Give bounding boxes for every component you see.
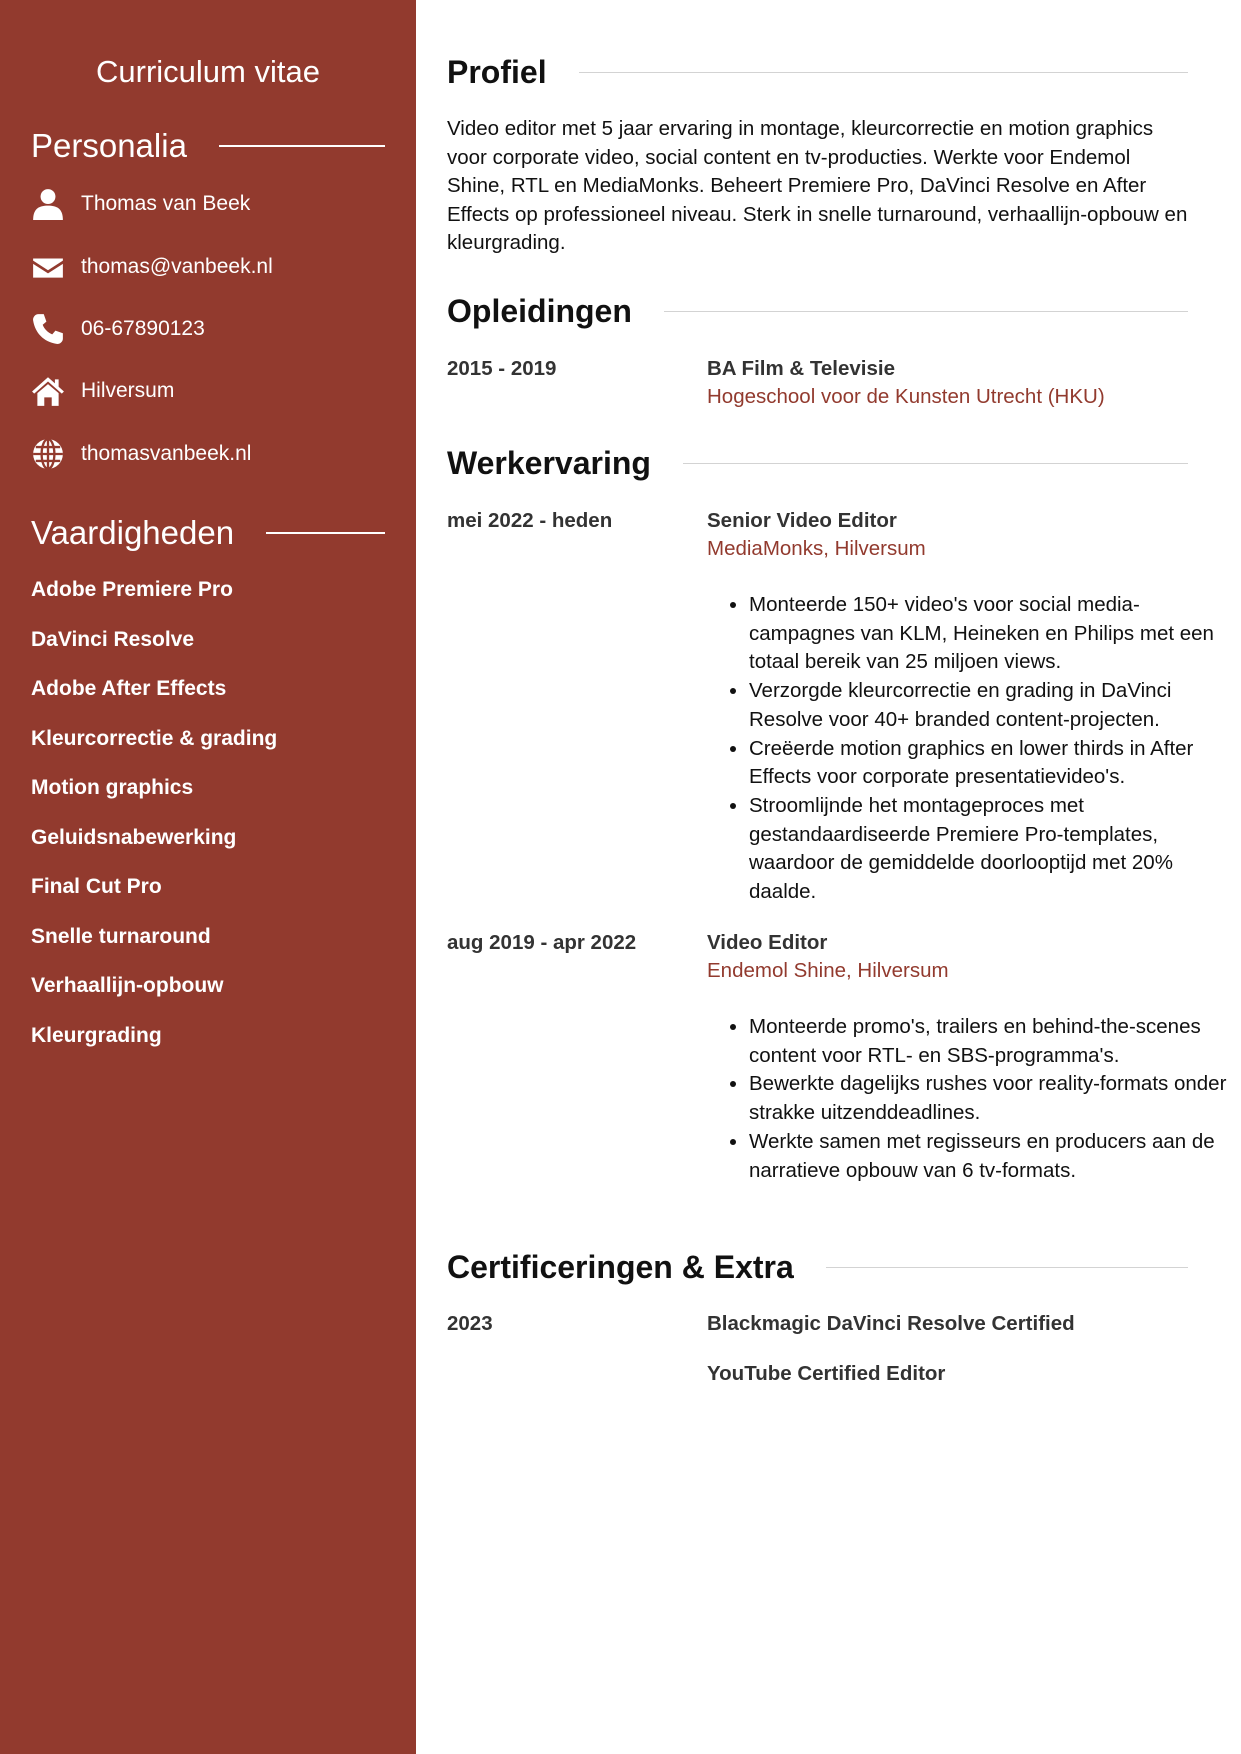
skill-item: Verhaallijn-opbouw [31, 974, 224, 997]
contact-phone[interactable]: 06-67890123 [81, 317, 205, 340]
job-bullet: • Stroomlijnde het montageproces met gestandaardiseerde Premiere Pro-templates, waardoor de gemiddelde doorlooptijd met 20% daalde. [749, 792, 1230, 907]
certifications-divider [826, 1267, 1188, 1268]
skill-item: Motion graphics [31, 776, 194, 799]
envelope-icon [31, 250, 65, 284]
job-title: Senior Video Editor [707, 509, 897, 532]
job-company: Endemol Shine, Hilversum [707, 959, 949, 982]
skill-item: Kleurcorrectie & grading [31, 726, 278, 750]
home-icon [31, 374, 65, 408]
personalia-divider [219, 145, 385, 147]
contact-email[interactable]: thomas@vanbeek.nl [81, 255, 273, 278]
experience-divider [683, 463, 1188, 464]
education-divider [664, 311, 1188, 312]
skill-item: Final Cut Pro [31, 875, 162, 898]
skill-item: Geluidsnabewerking [31, 825, 237, 849]
profile-heading [447, 50, 1188, 94]
personalia-heading-text: Personalia [31, 127, 187, 164]
skills-heading [31, 511, 385, 555]
contact-name-row [31, 184, 250, 224]
education-heading-text: Opleidingen [447, 293, 632, 329]
skills-list [31, 573, 277, 1068]
contact-website-row[interactable] [31, 434, 251, 474]
education-degree: BA Film & Televisie [707, 357, 895, 380]
contact-name: Thomas van Beek [81, 192, 251, 215]
experience-heading-text: Werkervaring [447, 445, 651, 481]
skills-divider [266, 532, 385, 534]
globe-icon [31, 437, 65, 471]
job-bullets [707, 591, 1230, 907]
skill-item: Adobe After Effects [31, 677, 227, 700]
certification-item: Blackmagic DaVinci Resolve Certified [707, 1312, 1075, 1335]
skills-heading-text: Vaardigheden [31, 514, 235, 551]
personalia-heading [31, 124, 385, 168]
job-bullet: • Creëerde motion graphics en lower thirds in After Effects voor corporate presentatievideo's. [749, 735, 1230, 792]
certification-item: YouTube Certified Editor [707, 1362, 946, 1385]
job-date: aug 2019 - apr 2022 [447, 931, 637, 954]
skill-item: Kleurgrading [31, 1023, 162, 1047]
skill-item: Snelle turnaround [31, 924, 211, 948]
sidebar [0, 0, 416, 1754]
document-title: Curriculum vitae [96, 54, 320, 89]
education-heading [447, 289, 1188, 333]
job-bullet: • Bewerkte dagelijks rushes voor reality-formats onder strakke uitzenddeadlines. [749, 1070, 1230, 1127]
job-bullet: • Verzorgde kleurcorrectie en grading in DaVinci Resolve voor 40+ branded content-projecten. [749, 677, 1230, 734]
contact-city: Hilversum [81, 379, 175, 402]
job-date: mei 2022 - heden [447, 509, 613, 532]
job-bullet: • Monteerde 150+ video's voor social media-campagnes van KLM, Heineken en Philips met een totaal bereik van 25 miljoen views. [749, 591, 1230, 677]
job-bullet: • Werkte samen met regisseurs en producers aan de narratieve opbouw van 6 tv-formats. [749, 1128, 1230, 1185]
person-icon [31, 187, 65, 221]
education-institution: Hogeschool voor de Kunsten Utrecht (HKU) [707, 385, 1105, 408]
profile-heading-text: Profiel [447, 54, 547, 90]
job-title: Video Editor [707, 931, 828, 954]
certification-date: 2023 [447, 1312, 493, 1335]
experience-heading [447, 441, 1188, 485]
certifications-heading [447, 1245, 1188, 1289]
job-company: MediaMonks, Hilversum [707, 537, 926, 560]
contact-email-row[interactable] [31, 247, 273, 287]
job-bullet: • Monteerde promo's, trailers en behind-the-scenes content voor RTL- en SBS-programma's. [749, 1013, 1230, 1070]
skill-item: DaVinci Resolve [31, 627, 195, 651]
profile-text: Video editor met 5 jaar ervaring in montage, kleurcorrectie en motion graphics voor corporate video, social content en tv-producties. Werkte voor Endemol Shine, RTL en MediaMonks. Beheert Premiere Pro, DaVinci Resolve en After Effects op professioneel niveau. Sterk in snelle turnaround, verhaallijn-opbouw en kleurgrading. [447, 117, 1188, 254]
skill-item: Adobe Premiere Pro [31, 578, 233, 601]
contact-city-row [31, 371, 174, 411]
phone-icon [31, 312, 65, 346]
certifications-heading-text: Certificeringen & Extra [447, 1249, 794, 1285]
job-bullets [707, 1013, 1230, 1185]
profile-divider [579, 72, 1188, 73]
contact-website[interactable]: thomasvanbeek.nl [81, 442, 252, 465]
education-date: 2015 - 2019 [447, 357, 557, 380]
contact-phone-row[interactable] [31, 309, 205, 349]
